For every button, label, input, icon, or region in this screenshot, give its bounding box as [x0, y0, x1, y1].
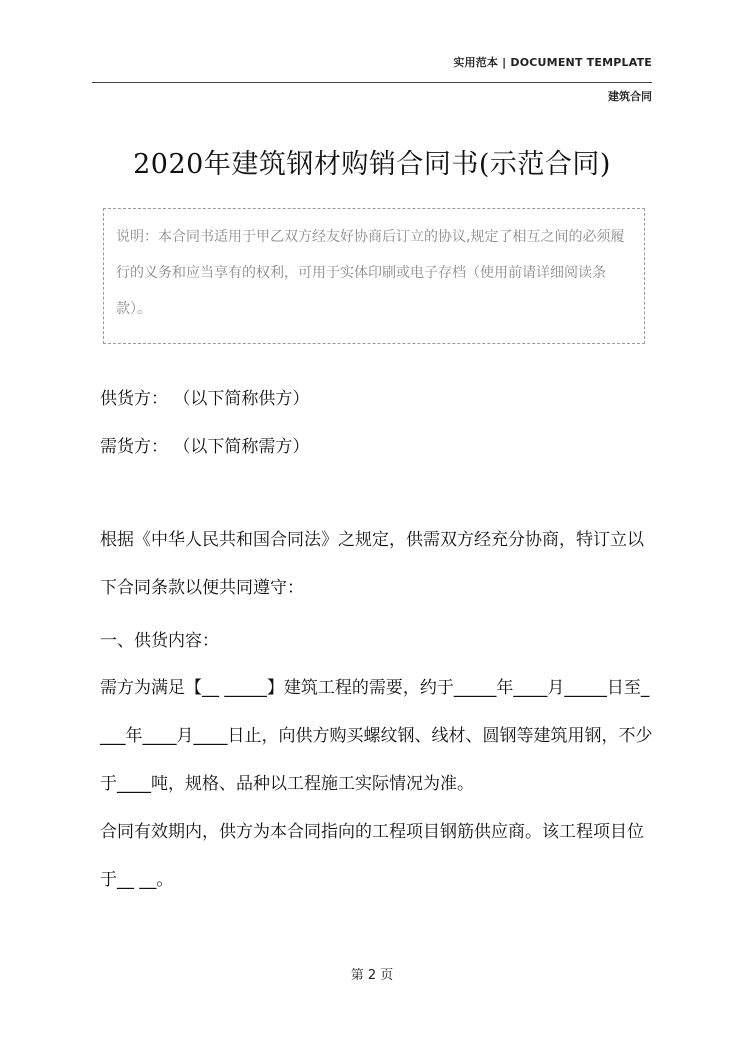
- intro-paragraph: 根据《中华人民共和国合同法》之规定，供需双方经充分协商，特订立以下合同条款以便共同遵守：: [100, 530, 644, 598]
- supply-paragraph: 需方为满足【__ _____】建筑工程的需要，约于_____年____月_____日至____年____月____日止，向供方购买螺纹钢、线材、圆钢等建筑用钢，不少于____吨，规格、品种以工程施工实际情况为准。: [100, 678, 653, 794]
- header-category: 建筑合同: [608, 90, 652, 103]
- header-divider: [92, 82, 652, 83]
- buyer-line: 需货方： （以下简称需方）: [100, 437, 310, 457]
- header-label: 实用范本 | DOCUMENT TEMPLATE: [453, 56, 652, 69]
- validity-paragraph: 合同有效期内，供方为本合同指向的工程项目钢筋供应商。该工程项目位于__ __。: [100, 822, 644, 890]
- usage-note-box: 说明：本合同书适用于甲乙双方经友好协商后订立的协议,规定了相互之间的必须履行的义务和应当享有的权利，可用于实体印刷或电子存档（使用前请详细阅读条款）。: [103, 208, 645, 344]
- supplier-line: 供货方： （以下简称供方）: [100, 389, 310, 409]
- section-heading: 一、供货内容：: [100, 631, 219, 651]
- page-number: 第 2 页: [350, 968, 394, 983]
- document-title: 2020年建筑钢材购销合同书(示范合同): [133, 149, 611, 180]
